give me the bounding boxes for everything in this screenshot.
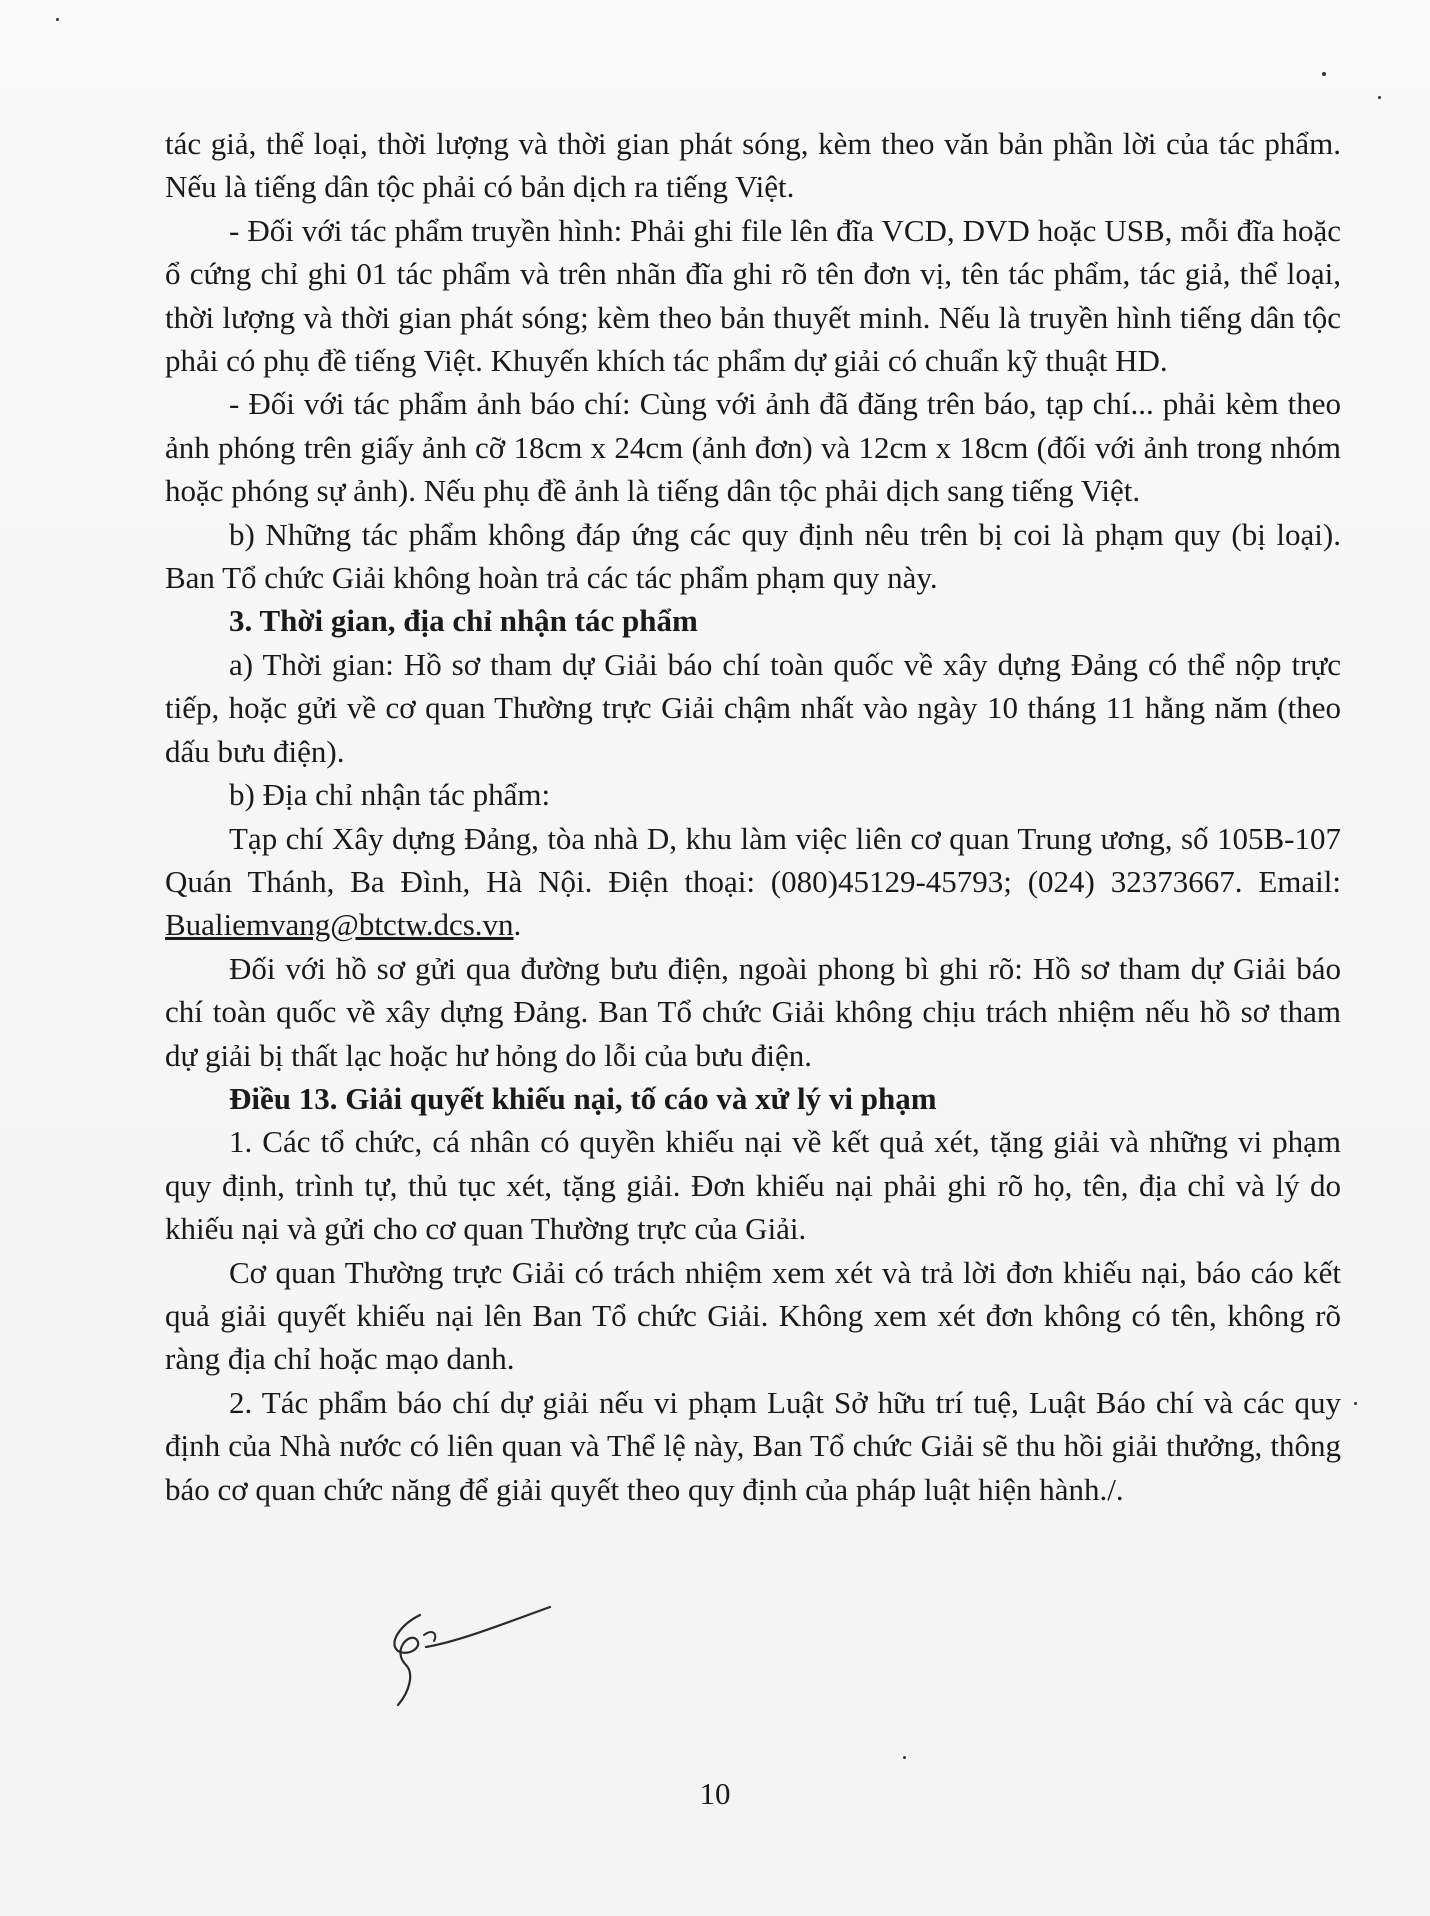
- paragraph: Cơ quan Thường trực Giải có trách nhiệm xem xét và trả lời đơn khiếu nại, báo cáo kết quả giải quyết khiếu nại lên Ban Tổ chức Giải. Không xem xét đơn không có tên, không rõ ràng địa chỉ hoặc mạo danh.: [165, 1254, 1341, 1377]
- paragraph: - Đối với tác phẩm truyền hình: Phải ghi file lên đĩa VCD, DVD hoặc USB, mỗi đĩa hoặc ổ cứng chỉ ghi 01 tác phẩm và trên nhãn đĩa ghi rõ tên đơn vị, tên tác phẩm, tác giả, thể loại, thời lượng và thời gian phát sóng; kèm theo bản thuyết minh. Nếu là truyền hình tiếng dân tộc phải có phụ đề tiếng Việt. Khuyến khích tác phẩm dự giải có chuẩn kỹ thuật HD.: [165, 212, 1341, 379]
- section-heading: 3. Thời gian, địa chỉ nhận tác phẩm: [229, 603, 698, 639]
- scan-speck: [1322, 72, 1326, 76]
- scan-speck: [1354, 1402, 1357, 1405]
- document-body: [165, 122, 1341, 1511]
- article-heading: Điều 13. Giải quyết khiếu nại, tố cáo và xử lý vi phạm: [229, 1080, 937, 1116]
- address-text: Tạp chí Xây dựng Đảng, tòa nhà D, khu làm việc liên cơ quan Trung ương, số 105B-107 Quán Thánh, Ba Đình, Hà Nội. Điện thoại: (080)45129-45793; (024) 32373667. Email:: [165, 820, 1341, 899]
- paragraph: b) Địa chỉ nhận tác phẩm:: [229, 777, 551, 813]
- handwritten-signature: [380, 1595, 580, 1715]
- scan-speck: [1378, 96, 1381, 99]
- email-link[interactable]: Bualiemvang@btctw.dcs.vn: [165, 907, 514, 943]
- paragraph: 2. Tác phẩm báo chí dự giải nếu vi phạm Luật Sở hữu trí tuệ, Luật Báo chí và các quy định của Nhà nước có liên quan và Thể lệ này, Ban Tổ chức Giải sẽ thu hồi giải thưởng, thông báo cơ quan chức năng để giải quyết theo quy định của pháp luật hiện hành./.: [165, 1384, 1341, 1507]
- paragraph: tác giả, thể loại, thời lượng và thời gian phát sóng, kèm theo văn bản phần lời của tác phẩm. Nếu là tiếng dân tộc phải có bản dịch ra tiếng Việt.: [165, 126, 1341, 205]
- address-end: .: [513, 907, 522, 943]
- paragraph: Đối với hồ sơ gửi qua đường bưu điện, ngoài phong bì ghi rõ: Hồ sơ tham dự Giải báo chí toàn quốc về xây dựng Đảng. Ban Tổ chức Giải không chịu trách nhiệm nếu hồ sơ tham dự giải bị thất lạc hoặc hư hỏng do lỗi của bưu điện.: [165, 950, 1341, 1073]
- paragraph: 1. Các tổ chức, cá nhân có quyền khiếu nại về kết quả xét, tặng giải và những vi phạm quy định, trình tự, thủ tục xét, tặng giải. Đơn khiếu nại phải ghi rõ họ, tên, địa chỉ và lý do khiếu nại và gửi cho cơ quan Thường trực của Giải.: [165, 1124, 1341, 1247]
- scan-speck: [903, 1756, 906, 1759]
- scan-speck: [56, 18, 59, 21]
- paragraph: - Đối với tác phẩm ảnh báo chí: Cùng với ảnh đã đăng trên báo, tạp chí... phải kèm theo ảnh phóng trên giấy ảnh cỡ 18cm x 24cm (ảnh đơn) và 12cm x 18cm (đối với ảnh trong nhóm hoặc phóng sự ảnh). Nếu phụ đề ảnh là tiếng dân tộc phải dịch sang tiếng Việt.: [165, 386, 1341, 509]
- page-number: 10: [699, 1776, 731, 1811]
- paragraph: b) Những tác phẩm không đáp ứng các quy định nêu trên bị coi là phạm quy (bị loại). Ban Tổ chức Giải không hoàn trả các tác phẩm phạm quy này.: [165, 516, 1341, 596]
- paragraph: a) Thời gian: Hồ sơ tham dự Giải báo chí toàn quốc về xây dựng Đảng có thể nộp trực tiếp, hoặc gửi về cơ quan Thường trực Giải chậm nhất vào ngày 10 tháng 11 hằng năm (theo dấu bưu điện).: [165, 646, 1341, 769]
- address-paragraph: [165, 817, 1341, 947]
